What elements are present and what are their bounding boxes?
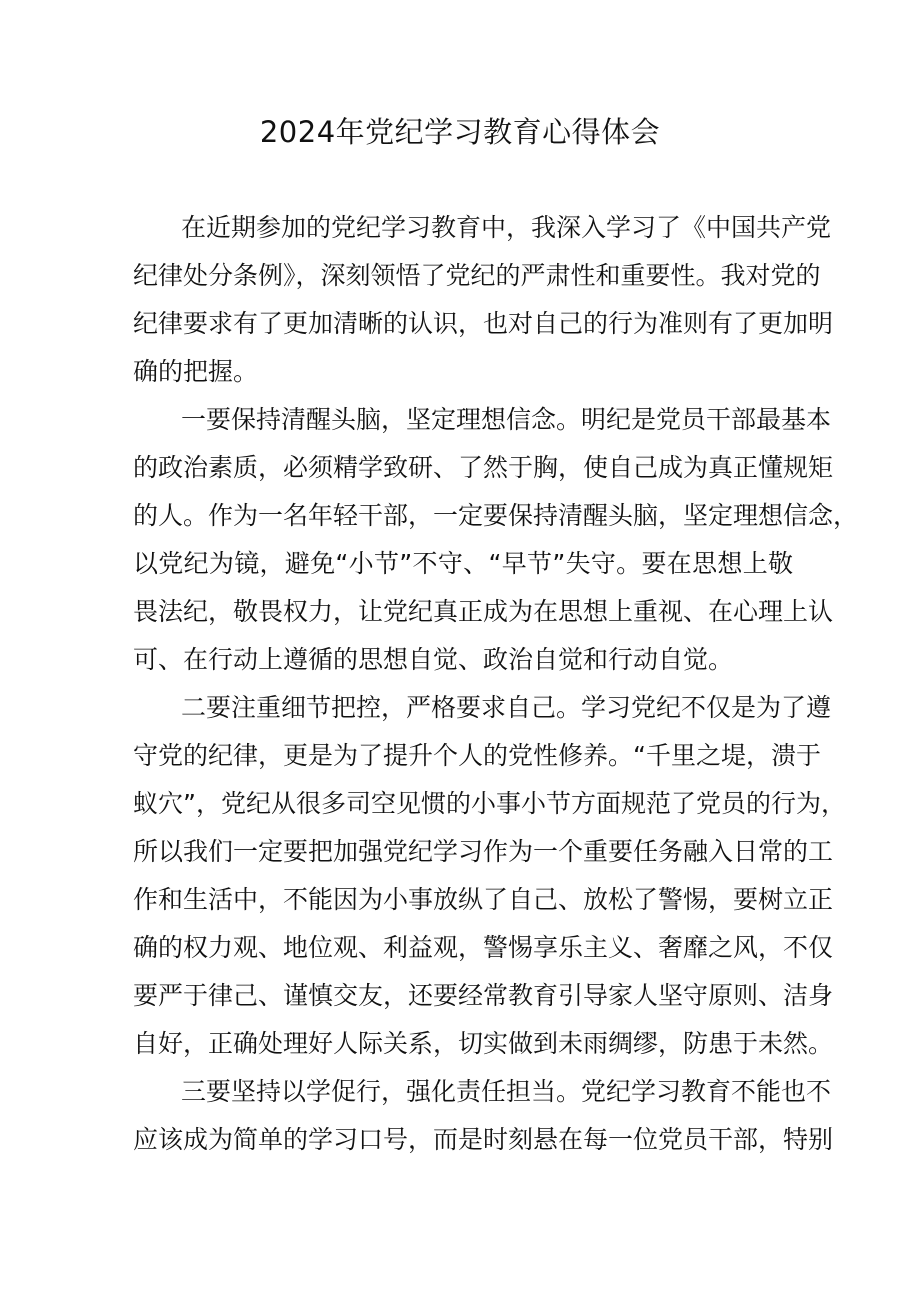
paragraph-line: 应该成为简单的学习口号，而是时刻悬在每一位党员干部，特别 (133, 1125, 834, 1154)
paragraph-line: 畏法纪，敬畏权力，让党纪真正成为在思想上重视、在心理上认 (133, 597, 834, 626)
paragraph-line: 的政治素质，必须精学致研、了然于胸，使自己成为真正懂规矩 (133, 453, 834, 482)
paragraph-line: 以党纪为镜，避免“小节”不守、“早节”失守。要在思想上敬 (133, 549, 793, 578)
paragraph-line: 蚁穴”，党纪从很多司空见惯的小事小节方面规范了党员的行为， (133, 789, 846, 818)
paragraph-line: 纪律处分条例》，深刻领悟了党纪的严肃性和重要性。我对党的 (133, 261, 821, 290)
paragraph-line: 确的把握。 (133, 357, 259, 386)
paragraph-line: 三要坚持以学促行，强化责任担当。党纪学习教育不能也不 (181, 1077, 832, 1106)
paragraph-line: 所以我们一定要把加强党纪学习作为一个重要任务融入日常的工 (133, 837, 834, 866)
paragraph-line: 守党的纪律，更是为了提升个人的党性修养。“千里之堤，溃于 (133, 741, 821, 770)
paragraph-line: 在近期参加的党纪学习教育中，我深入学习了《中国共产党 (181, 213, 832, 242)
paragraph-line: 二要注重细节把控，严格要求自己。学习党纪不仅是为了遵 (181, 693, 832, 722)
paragraph-line: 要严于律己、谨慎交友，还要经常教育引导家人坚守原则、洁身 (133, 981, 834, 1010)
paragraph-line: 的人。作为一名年轻干部，一定要保持清醒头脑，坚定理想信念， (133, 501, 859, 530)
paragraph-line: 确的权力观、地位观、利益观，警惕享乐主义、奢靡之风，不仅 (133, 933, 834, 962)
paragraph-line: 作和生活中，不能因为小事放纵了自己、放松了警惕，要树立正 (133, 885, 834, 914)
document-title: 2024年党纪学习教育心得体会 (259, 115, 661, 149)
paragraph-line: 一要保持清醒头脑，坚定理想信念。明纪是党员干部最基本 (181, 405, 832, 434)
paragraph-line: 可、在行动上遵循的思想自觉、政治自觉和行动自觉。 (133, 645, 734, 674)
paragraph-line: 自好，正确处理好人际关系，切实做到未雨绸缪，防患于未然。 (133, 1029, 834, 1058)
paragraph-line: 纪律要求有了更加清晰的认识，也对自己的行为准则有了更加明 (133, 309, 834, 338)
